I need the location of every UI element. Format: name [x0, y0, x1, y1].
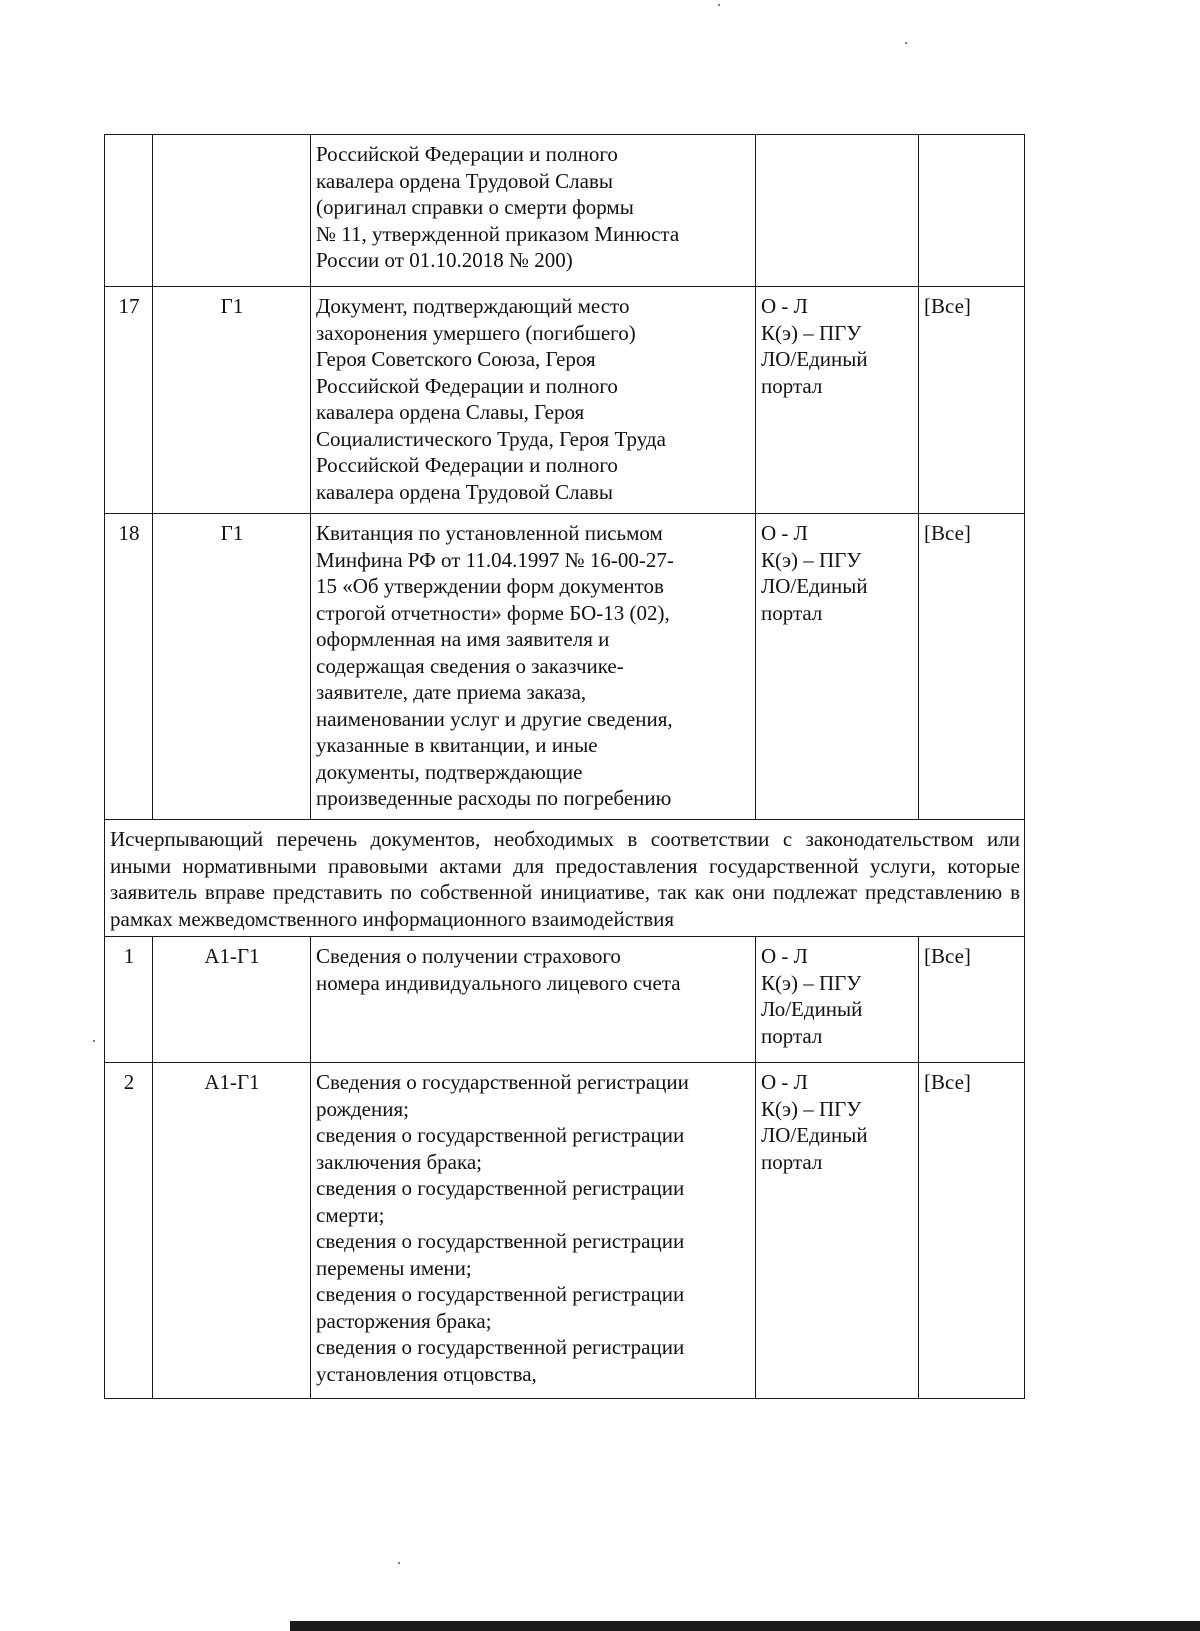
description-line: сведения о государственной регистрации [316, 1282, 685, 1306]
table-body-top [105, 135, 1025, 820]
description-line: Документ, подтверждающий место [316, 294, 630, 318]
row-applicants: [Все] [919, 937, 1025, 1063]
table-row [105, 937, 1025, 1063]
submission-form-line: К(э) – ПГУ [761, 547, 862, 572]
submission-form-line: К(э) – ПГУ [761, 1096, 862, 1121]
description-line: Социалистического Труда, Героя Труда [316, 426, 666, 451]
table-row [105, 135, 1025, 287]
description-line: сведения о государственной регистрации [316, 1123, 685, 1147]
description-line: содержащая сведения о заказчике- [316, 653, 624, 678]
description-line: заключения брака; [316, 1149, 483, 1174]
submission-form-line: О - Л [761, 1070, 808, 1094]
description-line: Российской Федерации и полного [316, 373, 618, 398]
row-code: А1-Г1 [153, 937, 311, 1063]
row-submission-form [756, 135, 919, 287]
description-line: смерти; [316, 1202, 385, 1227]
description-line: наименовании услуг и другие сведения, [316, 706, 673, 731]
description-line: № 11, утвержденной приказом Минюста [316, 221, 680, 246]
row-submission-form [756, 1063, 919, 1399]
description-line: Сведения о государственной регистрации [316, 1070, 689, 1094]
description-line: Героя Советского Союза, Героя [316, 347, 596, 371]
submission-form-line: портал [761, 373, 823, 398]
description-line: заявителе, дате приема заказа, [316, 680, 587, 704]
submission-form-line: О - Л [761, 521, 808, 545]
section-heading: Исчерпывающий перечень документов, необходимых в соответствии с законодательством или иными нормативными правовыми актами для предоставления государственной услуги, которые заявитель вправе представить по собственной инициативе, так как они подлежат представлению в рамках межведомственного информационного взаимодействия [105, 820, 1025, 937]
row-submission-form [756, 937, 919, 1063]
table-row [105, 1063, 1025, 1399]
description-line: Минфина РФ от 11.04.1997 № 16-00-27- [316, 547, 674, 572]
submission-form-line: К(э) – ПГУ [761, 320, 862, 345]
row-code: Г1 [153, 514, 311, 820]
description-line: России от 01.10.2018 № 200) [316, 248, 573, 272]
description-line: Квитанция по установленной письмом [316, 521, 663, 545]
description-line: установления отцовства, [316, 1361, 537, 1386]
section-heading-body [105, 820, 1025, 937]
description-line: указанные в квитанции, и иные [316, 733, 598, 757]
description-line: перемены имени; [316, 1255, 472, 1280]
description-line: кавалера ордена Трудовой Славы [316, 479, 613, 504]
scan-speck [905, 42, 907, 44]
description-line: кавалера ордена Славы, Героя [316, 400, 585, 424]
description-line: Российской Федерации и полного [316, 453, 618, 477]
description-line: номера индивидуального лицевого счета [316, 970, 681, 995]
description-line: документы, подтверждающие [316, 759, 583, 784]
row-number: 1 [105, 937, 153, 1063]
documents-table [104, 134, 1025, 1399]
description-line: расторжения брака; [316, 1308, 492, 1333]
description-line: сведения о государственной регистрации [316, 1335, 685, 1359]
row-number: 17 [105, 287, 153, 514]
description-line: Российской Федерации и полного [316, 142, 618, 166]
row-description [311, 514, 756, 820]
submission-form-line: ЛО/Единый [761, 347, 868, 371]
row-number: 18 [105, 514, 153, 820]
row-description [311, 1063, 756, 1399]
submission-form-line: О - Л [761, 944, 808, 968]
description-line: оформленная на имя заявителя и [316, 627, 610, 651]
table-body-bottom [105, 937, 1025, 1399]
description-line: кавалера ордена Трудовой Славы [316, 168, 613, 193]
scan-speck [718, 4, 720, 6]
row-code: А1-Г1 [153, 1063, 311, 1399]
row-number [105, 135, 153, 287]
row-submission-form [756, 287, 919, 514]
description-line: произведенные расходы по погребению [316, 786, 672, 810]
description-line: строгой отчетности» форме БО-13 (02), [316, 600, 670, 625]
submission-form-line: О - Л [761, 294, 808, 318]
row-code [153, 135, 311, 287]
submission-form-line: ЛО/Единый [761, 574, 868, 598]
row-applicants: [Все] [919, 1063, 1025, 1399]
scan-speck [93, 1040, 95, 1042]
row-applicants: [Все] [919, 514, 1025, 820]
description-line: рождения; [316, 1096, 409, 1121]
row-applicants [919, 135, 1025, 287]
submission-form-line: ЛО/Единый [761, 1123, 868, 1147]
row-description [311, 135, 756, 287]
description-line: захоронения умершего (погибшего) [316, 320, 636, 345]
submission-form-line: портал [761, 600, 823, 625]
row-number: 2 [105, 1063, 153, 1399]
submission-form-line: К(э) – ПГУ [761, 970, 862, 995]
row-submission-form [756, 514, 919, 820]
submission-form-line: Ло/Единый [761, 997, 863, 1021]
section-heading-row [105, 820, 1025, 937]
scan-speck [398, 1562, 400, 1564]
submission-form-line: портал [761, 1149, 823, 1174]
description-line: сведения о государственной регистрации [316, 1229, 685, 1253]
table-row [105, 514, 1025, 820]
row-applicants: [Все] [919, 287, 1025, 514]
scan-bottom-edge [290, 1621, 1200, 1631]
submission-form-line: портал [761, 1023, 823, 1048]
table-row [105, 287, 1025, 514]
description-line: 15 «Об утверждении форм документов [316, 574, 664, 598]
description-line: Сведения о получении страхового [316, 944, 621, 968]
row-description [311, 287, 756, 514]
description-line: (оригинал справки о смерти формы [316, 195, 634, 219]
description-line: сведения о государственной регистрации [316, 1176, 685, 1200]
row-description [311, 937, 756, 1063]
row-code: Г1 [153, 287, 311, 514]
